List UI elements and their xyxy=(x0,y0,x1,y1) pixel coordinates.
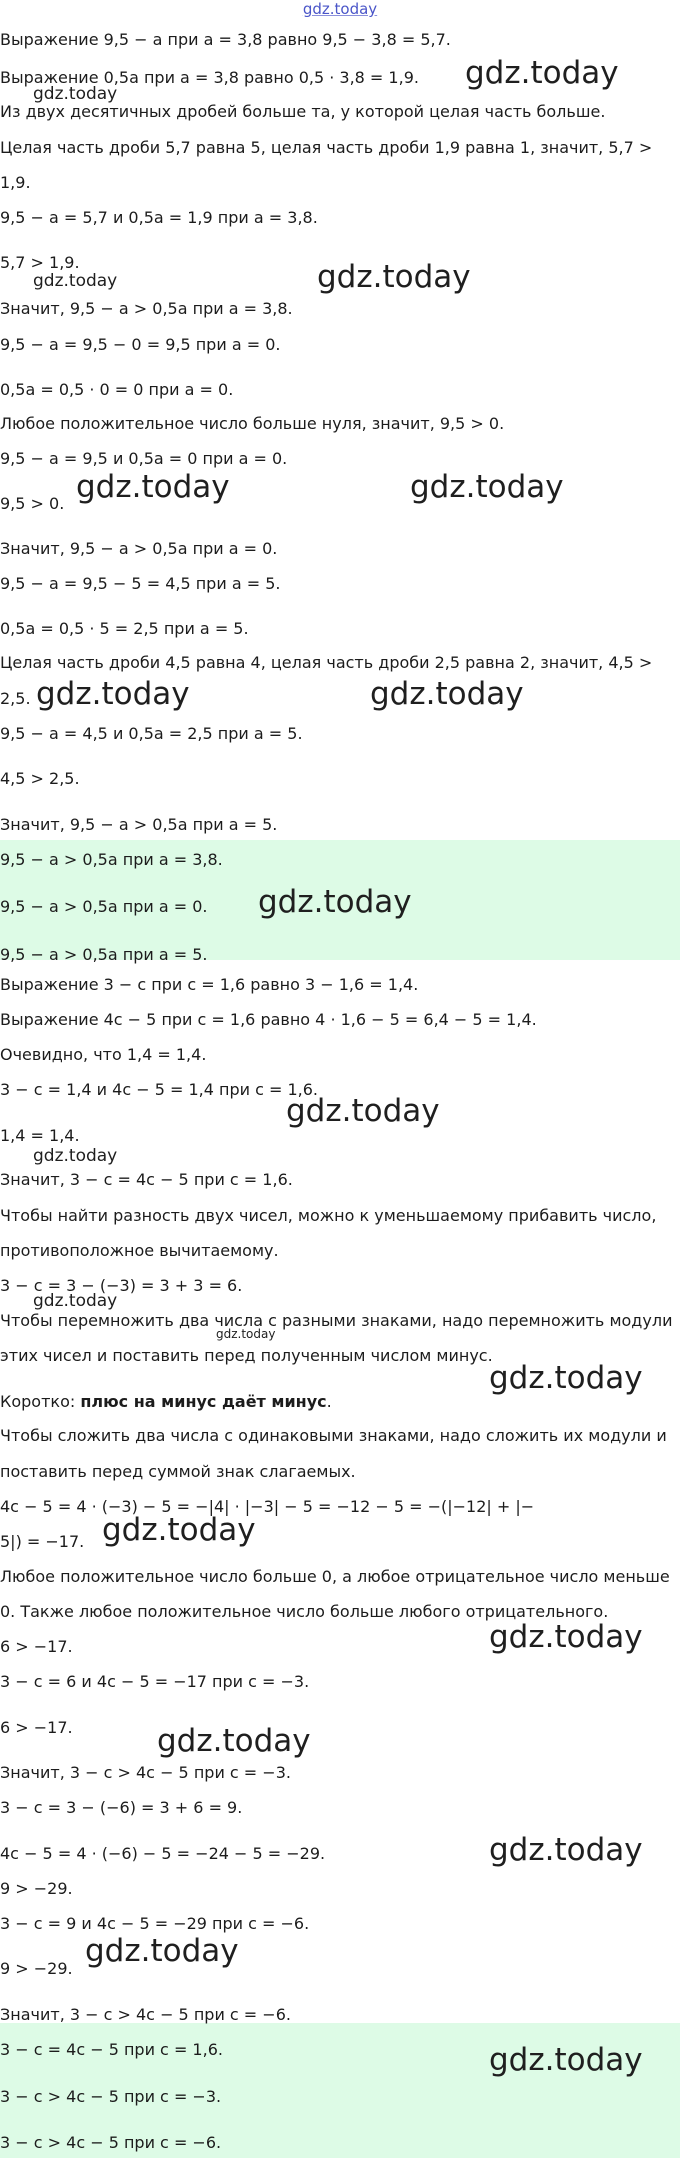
watermark: gdz.today xyxy=(370,676,524,712)
watermark: gdz.today xyxy=(36,676,190,712)
text-line: 5|) = −17. xyxy=(0,1532,85,1551)
text-line: Значит, 3 − c = 4c − 5 при c = 1,6. xyxy=(0,1170,293,1189)
text-line: Выражение 0,5a при a = 3,8 равно 0,5 · 3,8 = 1,9. xyxy=(0,68,419,87)
text-prefix: Коротко: xyxy=(0,1392,81,1411)
text-line: 1,4 = 1,4. xyxy=(0,1126,80,1145)
text-line: 9,5 − a = 4,5 и 0,5a = 2,5 при a = 5. xyxy=(0,724,303,743)
text-line: 3 − c = 1,4 и 4c − 5 = 1,4 при c = 1,6. xyxy=(0,1080,318,1099)
text-line: 9,5 − a = 5,7 и 0,5a = 1,9 при a = 3,8. xyxy=(0,208,318,227)
watermark: gdz.today xyxy=(489,1619,643,1655)
text-line: 3 − c = 3 − (−6) = 3 + 6 = 9. xyxy=(0,1798,243,1817)
watermark: gdz.today xyxy=(33,271,118,291)
text-line: 0,5a = 0,5 · 5 = 2,5 при a = 5. xyxy=(0,619,249,638)
watermark: gdz.today xyxy=(85,1933,239,1969)
text-line: 9 > −29. xyxy=(0,1959,73,1978)
answer-line: 3 − c > 4c − 5 при c = −3. xyxy=(0,2087,222,2106)
text-line: 9,5 − a = 9,5 и 0,5a = 0 при a = 0. xyxy=(0,449,288,468)
text-line: этих чисел и поставить перед полученным числом минус. xyxy=(0,1346,493,1365)
watermark: gdz.today xyxy=(258,884,412,920)
answer-line: 3 − c > 4c − 5 при c = −6. xyxy=(0,2133,222,2152)
text-line: поставить перед суммой знак слагаемых. xyxy=(0,1462,356,1481)
text-line: Выражение 9,5 − a при a = 3,8 равно 9,5 − 3,8 = 5,7. xyxy=(0,30,451,49)
site-logo[interactable] xyxy=(0,0,680,18)
watermark: gdz.today xyxy=(76,469,230,505)
text-line: Любое положительное число больше 0, а любое отрицательное число меньше xyxy=(0,1567,670,1586)
watermark: gdz.today xyxy=(286,1093,440,1129)
text-line: 9,5 > 0. xyxy=(0,494,65,513)
text-line: 4,5 > 2,5. xyxy=(0,769,80,788)
text-line: Выражение 4c − 5 при c = 1,6 равно 4 · 1,6 − 5 = 6,4 − 5 = 1,4. xyxy=(0,1010,537,1029)
watermark: gdz.today xyxy=(33,84,118,104)
text-line: 4c − 5 = 4 · (−3) − 5 = −|4| · |−3| − 5 = −12 − 5 = −(|−12| + |− xyxy=(0,1497,535,1516)
site-logo-text[interactable]: gdz.today xyxy=(302,0,378,18)
watermark: gdz.today xyxy=(489,1360,643,1396)
text-line: 5,7 > 1,9. xyxy=(0,253,80,272)
text-line: 1,9. xyxy=(0,173,31,192)
text-line: 0. Также любое положительное число больше любого отрицательного. xyxy=(0,1602,609,1621)
watermark: gdz.today xyxy=(317,259,471,295)
watermark: gdz.today xyxy=(410,469,564,505)
text-line: 9,5 − a = 9,5 − 5 = 4,5 при a = 5. xyxy=(0,574,281,593)
watermark: gdz.today xyxy=(157,1723,311,1759)
text-line: Целая часть дроби 4,5 равна 4, целая часть дроби 2,5 равна 2, значит, 4,5 > xyxy=(0,653,653,672)
text-line: Чтобы перемножить два числа с разными знаками, надо перемножить модули xyxy=(0,1311,673,1330)
text-line: Очевидно, что 1,4 = 1,4. xyxy=(0,1045,207,1064)
text-line: 2,5. xyxy=(0,689,31,708)
text-line: 6 > −17. xyxy=(0,1718,73,1737)
watermark: gdz.today xyxy=(102,1512,256,1548)
text-line: Значит, 9,5 − a > 0,5a при a = 0. xyxy=(0,539,278,558)
text-line: 4c − 5 = 4 · (−6) − 5 = −24 − 5 = −29. xyxy=(0,1844,326,1863)
watermark: gdz.today xyxy=(465,55,619,91)
answer-line: 9,5 − a > 0,5a при a = 0. xyxy=(0,897,208,916)
text-line: Значит, 9,5 − a > 0,5a при a = 5. xyxy=(0,815,278,834)
text-line: Выражение 3 − c при c = 1,6 равно 3 − 1,6 = 1,4. xyxy=(0,975,419,994)
watermark: gdz.today xyxy=(216,1327,276,1341)
text-line: Значит, 3 − c > 4c − 5 при c = −6. xyxy=(0,2005,291,2024)
watermark: gdz.today xyxy=(489,1832,643,1868)
text-line: 3 − c = 6 и 4c − 5 = −17 при c = −3. xyxy=(0,1672,310,1691)
text-line: 9,5 − a = 9,5 − 0 = 9,5 при a = 0. xyxy=(0,335,281,354)
watermark: gdz.today xyxy=(489,2042,643,2078)
text-line: противоположное вычитаемому. xyxy=(0,1241,279,1260)
text-line: Чтобы сложить два числа с одинаковыми знаками, надо сложить их модули и xyxy=(0,1426,667,1445)
answer-line: 9,5 − a > 0,5a при a = 3,8. xyxy=(0,850,223,869)
text-line: Целая часть дроби 5,7 равна 5, целая часть дроби 1,9 равна 1, значит, 5,7 > xyxy=(0,138,653,157)
text-line: Значит, 9,5 − a > 0,5a при a = 3,8. xyxy=(0,299,293,318)
watermark: gdz.today xyxy=(33,1291,118,1311)
answer-line: 3 − c = 4c − 5 при c = 1,6. xyxy=(0,2040,223,2059)
watermark: gdz.today xyxy=(33,1146,118,1166)
text-line: Значит, 3 − c > 4c − 5 при c = −3. xyxy=(0,1763,291,1782)
answer-line: 9,5 − a > 0,5a при a = 5. xyxy=(0,945,208,964)
text-line: 6 > −17. xyxy=(0,1637,73,1656)
text-emphasis: плюс на минус даёт минус xyxy=(80,1392,327,1411)
text-line: Из двух десятичных дробей больше та, у которой целая часть больше. xyxy=(0,102,606,121)
text-line: 9 > −29. xyxy=(0,1879,73,1898)
text-suffix: . xyxy=(326,1392,332,1411)
text-line: 0,5a = 0,5 · 0 = 0 при a = 0. xyxy=(0,380,234,399)
text-line xyxy=(0,1392,332,1412)
text-line: Чтобы найти разность двух чисел, можно к уменьшаемому прибавить число, xyxy=(0,1206,657,1225)
text-line: Любое положительное число больше нуля, значит, 9,5 > 0. xyxy=(0,414,505,433)
text-line: 3 − c = 9 и 4c − 5 = −29 при c = −6. xyxy=(0,1914,310,1933)
text-line: 3 − c = 3 − (−3) = 3 + 3 = 6. xyxy=(0,1276,243,1295)
